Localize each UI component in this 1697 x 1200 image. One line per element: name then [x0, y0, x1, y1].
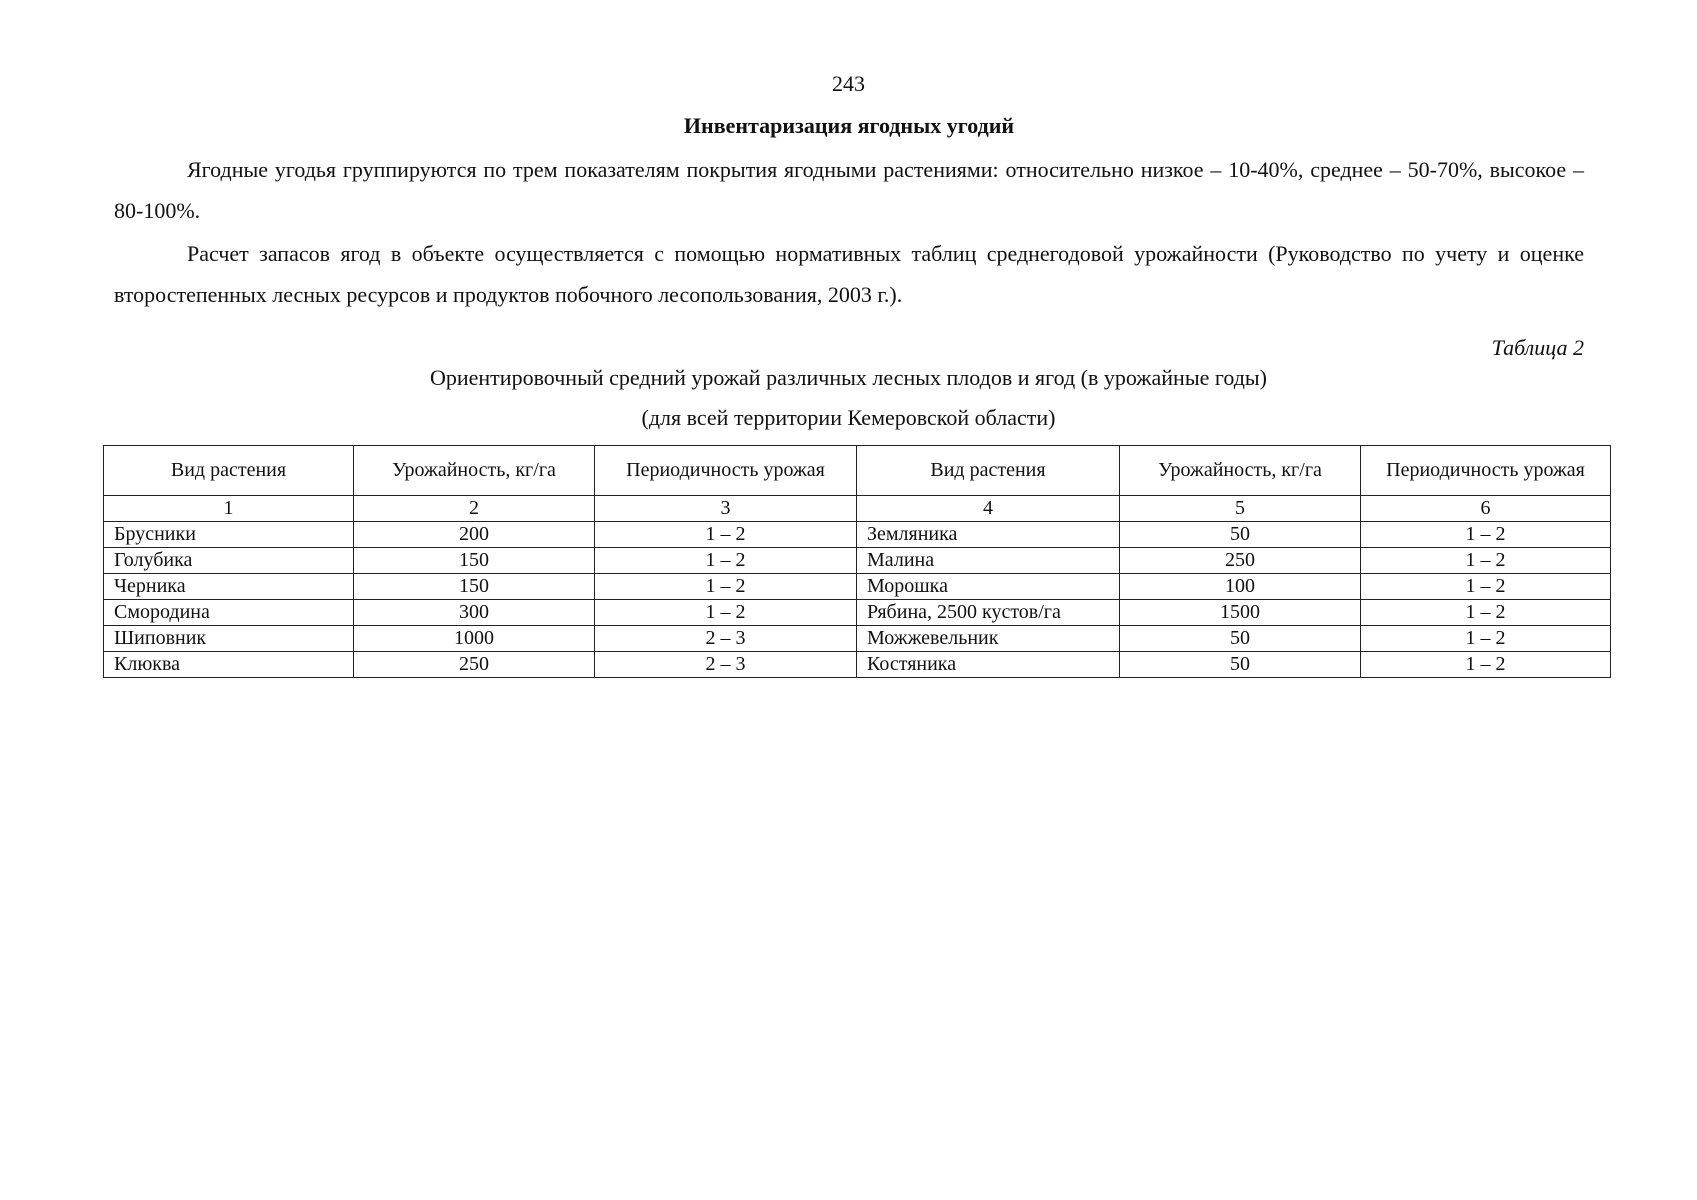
header-periodicity: Периодичность урожая — [595, 446, 857, 496]
header-periodicity: Периодичность урожая — [1361, 446, 1611, 496]
section-title: Инвентаризация ягодных угодий — [683, 113, 1015, 138]
periodicity-cell: 1 – 2 — [1361, 574, 1611, 600]
periodicity-cell: 1 – 2 — [595, 600, 857, 626]
body-paragraph: Расчет запасов ягод в объекте осуществляется с помощью нормативных таблиц среднегодовой урожайности (Руководство по учету и оценке второстепенных лесных ресурсов и продуктов побочного лесопользования, 2003 г.). — [114, 241, 1584, 307]
plant-name-cell: Голубика — [104, 548, 354, 574]
table-caption: Ориентировочный средний урожай различных лесных плодов и ягод (в урожайные годы) — [429, 365, 1268, 390]
yield-cell: 300 — [354, 600, 595, 626]
plant-name-cell: Костяника — [857, 652, 1120, 678]
yield-cell: 1500 — [1120, 600, 1361, 626]
table-label: Таблица 2 — [1491, 335, 1584, 360]
header-plant-type: Вид растения — [857, 446, 1120, 496]
table-row — [104, 600, 1611, 626]
yield-cell: 100 — [1120, 574, 1361, 600]
plant-name-cell: Рябина, 2500 кустов/га — [857, 600, 1120, 626]
periodicity-cell: 1 – 2 — [1361, 522, 1611, 548]
page-number: 243 — [832, 71, 865, 96]
column-number: 4 — [857, 496, 1120, 522]
table-caption-subtitle: (для всей территории Кемеровской области) — [641, 405, 1056, 430]
plant-name-cell: Морошка — [857, 574, 1120, 600]
yield-cell: 1000 — [354, 626, 595, 652]
periodicity-cell: 1 – 2 — [595, 522, 857, 548]
header-plant-type: Вид растения — [104, 446, 354, 496]
periodicity-cell: 1 – 2 — [595, 548, 857, 574]
yield-cell: 150 — [354, 574, 595, 600]
plant-name-cell: Земляника — [857, 522, 1120, 548]
yield-cell: 150 — [354, 548, 595, 574]
table-header-row — [104, 446, 1611, 496]
plant-name-cell: Смородина — [104, 600, 354, 626]
body-paragraph: Ягодные угодья группируются по трем показателям покрытия ягодными растениями: относительно низкое – 10-40%, среднее – 50-70%, высокое – 80-100%. — [114, 157, 1584, 223]
yield-cell: 50 — [1120, 626, 1361, 652]
plant-name-cell: Можжевельник — [857, 626, 1120, 652]
yield-cell: 50 — [1120, 652, 1361, 678]
plant-name-cell: Черника — [104, 574, 354, 600]
periodicity-cell: 1 – 2 — [1361, 600, 1611, 626]
yield-cell: 250 — [1120, 548, 1361, 574]
yield-cell: 200 — [354, 522, 595, 548]
plant-name-cell: Брусники — [104, 522, 354, 548]
periodicity-cell: 1 – 2 — [595, 574, 857, 600]
column-number-row — [104, 496, 1611, 522]
yield-cell: 250 — [354, 652, 595, 678]
plant-name-cell: Клюква — [104, 652, 354, 678]
yield-cell: 50 — [1120, 522, 1361, 548]
column-number: 5 — [1120, 496, 1361, 522]
header-yield: Урожайность, кг/га — [1120, 446, 1361, 496]
table-row — [104, 574, 1611, 600]
periodicity-cell: 2 – 3 — [595, 626, 857, 652]
column-number: 6 — [1361, 496, 1611, 522]
periodicity-cell: 1 – 2 — [1361, 548, 1611, 574]
plant-name-cell: Малина — [857, 548, 1120, 574]
periodicity-cell: 1 – 2 — [1361, 652, 1611, 678]
periodicity-cell: 1 – 2 — [1361, 626, 1611, 652]
yield-table — [103, 445, 1611, 678]
header-yield: Урожайность, кг/га — [354, 446, 595, 496]
table-row — [104, 652, 1611, 678]
table-row — [104, 548, 1611, 574]
column-number: 2 — [354, 496, 595, 522]
column-number: 3 — [595, 496, 857, 522]
table-row — [104, 522, 1611, 548]
table-row — [104, 626, 1611, 652]
plant-name-cell: Шиповник — [104, 626, 354, 652]
periodicity-cell: 2 – 3 — [595, 652, 857, 678]
column-number: 1 — [104, 496, 354, 522]
